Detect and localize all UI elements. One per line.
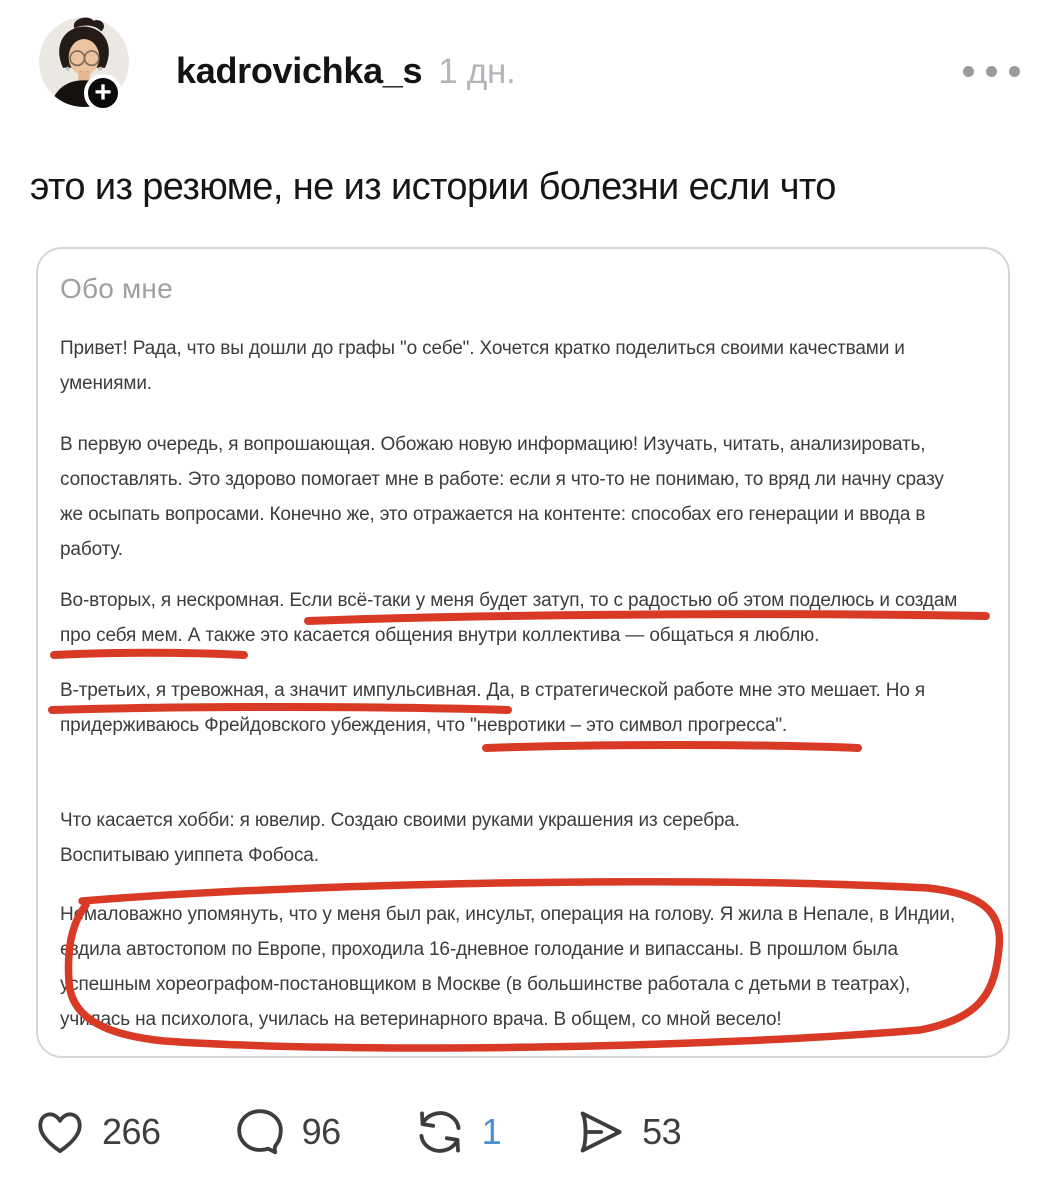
post-timestamp: 1 дн. <box>438 52 516 91</box>
post-header <box>176 50 515 92</box>
follow-plus-badge[interactable] <box>84 74 122 112</box>
repost-count: 1 <box>481 1111 502 1152</box>
share-button[interactable] <box>573 1105 681 1159</box>
action-bar <box>33 1098 681 1166</box>
resume-paragraph: В первую очередь, я вопрошающая. Обожаю новую информацию! Изучать, читать, анализировать, сопоставлять. Это здорово помогает мне в работе: если я что-то не понимаю, то вряд ли начну сразу же осыпать вопросами. Конечно же, это отражается на контенте: способах его генерации и ввода в работу. <box>60 434 944 560</box>
resume-paragraph: Во-вторых, я нескромная. Если всё-таки у меня будет затуп, то с радостью об этом поделюсь и создам про себя мем. А также это касается общения внутри коллектива — общаться я люблю. <box>60 590 958 646</box>
ellipsis-icon <box>963 66 1020 77</box>
heart-icon <box>33 1105 87 1159</box>
red-underline-4 <box>486 745 858 748</box>
resume-paragraph: В-третьих, я тревожная, а значит импульсивная. Да, в стратегической работе мне это мешает. Но я придерживаюсь Фрейдовского убеждения, что "невротики – это символ прогресса". <box>60 680 926 736</box>
about-me-heading: Обо мне <box>60 273 173 304</box>
comment-button[interactable] <box>233 1105 341 1159</box>
username-link[interactable]: kadrovichka_s <box>176 50 423 91</box>
red-underline-2 <box>54 653 244 655</box>
like-count: 266 <box>102 1111 161 1152</box>
repost-button[interactable] <box>413 1105 502 1159</box>
like-button[interactable] <box>33 1105 161 1159</box>
resume-paragraph: Привет! Рада, что вы дошли до графы "о себе". Хочется кратко поделиться своими качествами и умениями. <box>60 338 905 394</box>
resume-screenshot-card[interactable] <box>36 247 1010 1058</box>
post-text: это из резюме, не из истории болезни если что <box>30 166 836 208</box>
repost-arrows-icon <box>413 1105 467 1159</box>
speech-bubble-icon <box>233 1105 287 1159</box>
resume-paragraph-circled: Немаловажно упомянуть, что у меня был рак, инсульт, операция на голову. Я жила в Непале, в Индии, ездила автостопом по Европе, проходила 16-дневное голодание и випассаны. В прошлом была успешным хореографом-постановщиком в Москве (в большинстве работала с детьми в театрах), училась на психолога, училась на ветеринарного врача. В общем, со мной весело! <box>60 904 955 1030</box>
send-arrow-icon <box>573 1105 627 1159</box>
comment-count: 96 <box>301 1111 341 1152</box>
resume-paragraph: Что касается хобби: я ювелир. Создаю своими руками украшения из серебра. Воспитываю уиппета Фобоса. <box>60 810 740 866</box>
more-options-button[interactable] <box>956 56 1020 86</box>
share-count: 53 <box>642 1111 682 1152</box>
plus-icon: + <box>94 76 112 109</box>
